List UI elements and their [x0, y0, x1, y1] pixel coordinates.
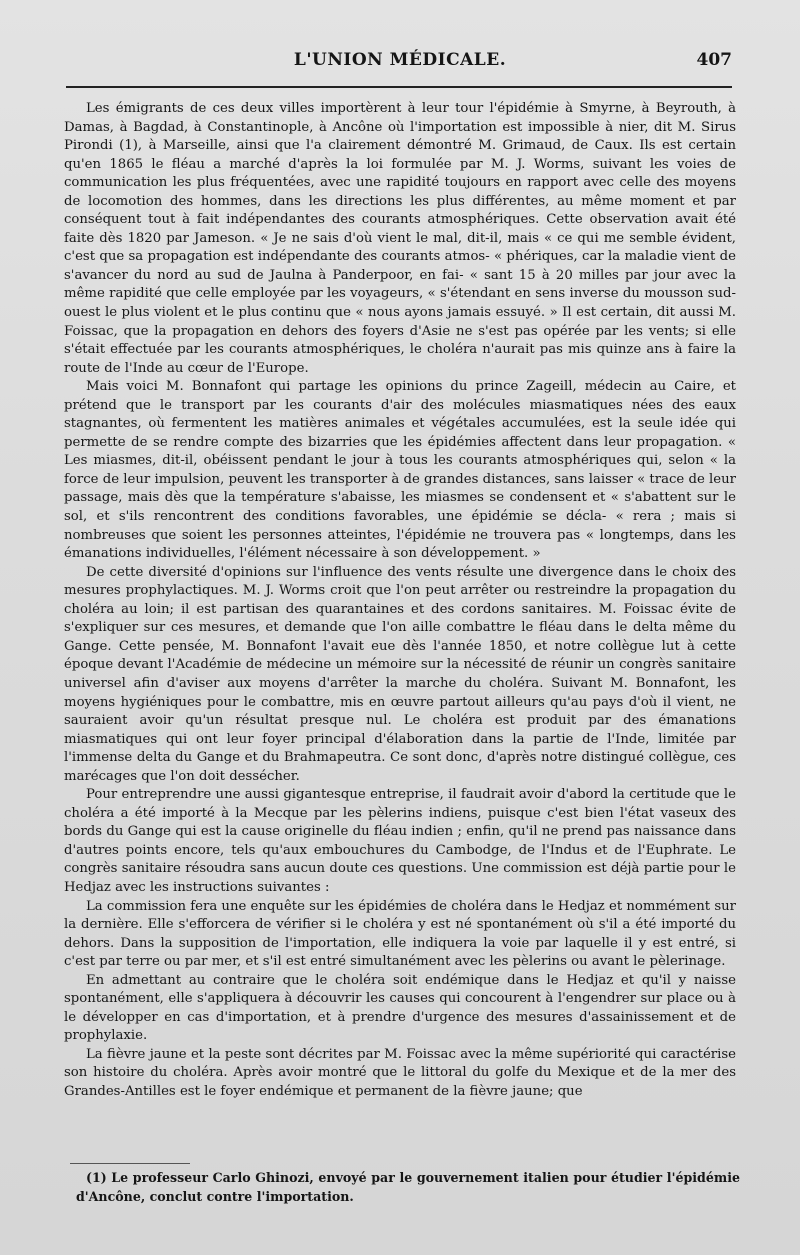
paragraph: En admettant au contraire que le choléra soit endémique dans le Hedjaz et qu'il y naisse spontanément, elle s'appliquera à découvrir les causes qui concourent à l'engendrer sur place ou à le développer en cas d'importation, et à prendre d'urgence des mesures d'assainissement et de prophylaxie.	[64, 972, 736, 1044]
footnote-rule	[70, 1163, 190, 1164]
paragraph: La commission fera une enquête sur les épidémies de choléra dans le Hedjaz et nommément sur la dernière. Elle s'efforcera de vérifier si le choléra y est né spontanément où s'il a été importé du dehors. Dans la supposition de l'importation, elle indiquera la voie par laquelle il y est entré, si c'est par terre ou par mer, et s'il est entré simultanément avec les pèlerins ou avant le pèlerinage.	[64, 898, 736, 970]
header-rule	[66, 86, 732, 88]
body-text	[64, 100, 736, 1102]
paragraph: De cette diversité d'opinions sur l'influence des vents résulte une divergence dans le choix des mesures prophylactiques. M. J. Worms croit que l'on peut arrêter ou restreindre la propagation du choléra au loin; il est partisan des quarantaines et des cordons sanitaires. M. Foissac évite de s'expliquer sur ces mesures, et demande que l'on aille combattre le fléau dans le delta même du Gange. Cette pensée, M. Bonnafont l'avait eue dès l'année 1850, et notre collègue lut à cette époque devant l'Académie de médecine un mémoire sur la nécessité de réunir un congrès sanitaire universel afin d'aviser aux moyens d'arrêter la marche du choléra. Suivant M. Bonnafont, les moyens hygiéniques pour le combattre, mis en œuvre partout ailleurs qu'au pays d'où il vient, ne sauraient avoir qu'un résultat presque nul. Le choléra est produit par des émanations miasmatiques qui ont leur foyer principal d'élaboration dans la partie de l'Inde, limitée par l'immense delta du Gange et du Brahmapeutra. Ce sont donc, d'après notre distingué collègue, ces marécages que l'on doit dessécher.	[64, 564, 736, 784]
page-header	[66, 50, 734, 80]
paragraph: Mais voici M. Bonnafont qui partage les opinions du prince Zageill, médecin au Caire, et prétend que le transport par les courants d'air des molécules miasmatiques nées des eaux stagnantes, où fermentent les matières animales et végétales accumulées, est la seule idée qui permette de se rendre compte des bizarries que les épidémies affectent dans leur propagation. « Les miasmes, dit-il, obéissent pendant le jour à tous les courants atmosphériques qui, selon « la force de leur impulsion, peuvent les transporter à de grandes distances, sans laisser « trace de leur passage, mais dès que la température s'abaisse, les miasmes se condensent et « s'abattent sur le sol, et s'ils rencontrent des conditions favorables, une épidémie se décla- « rera ; mais si nombreuses que soient les personnes atteintes, l'épidémie ne trouvera pas « longtemps, dans les émanations individuelles, l'élément nécessaire à son développement. »	[64, 379, 736, 562]
paragraph: Pour entreprendre une aussi gigantesque entreprise, il faudrait avoir d'abord la certitude que le choléra a été importé à la Mecque par les pèlerins indiens, puisque c'est bien l'état vaseux des bords du Gange qui est la cause originelle du fléau indien ; enfin, qu'il ne prend pas naissance dans d'autres points encore, tels qu'aux embouchures du Cambodge, de l'Indus et de l'Euphrate. Le congrès sanitaire résoudra sans aucun doute ces questions. Une commission est déjà partie pour le Hedjaz avec les instructions suivantes :	[64, 787, 736, 895]
paragraph: Les émigrants de ces deux villes importèrent à leur tour l'épidémie à Smyrne, à Beyrouth, à Damas, à Bagdad, à Constantinople, à Ancône où l'importation est impossible à nier, dit M. Sirus Pirondi (1), à Marseille, ainsi que l'a clairement démontré M. Grimaud, de Caux. Ils est certain qu'en 1865 le fléau a marché d'après la loi formulée par M. J. Worms, suivant les voies de communication les plus fréquentées, avec une rapidité toujours en rapport avec celle des moyens de locomotion des hommes, dans les directions les plus différentes, au même moment et par conséquent tout à fait indépendantes des courants atmosphériques. Cette observation avait été faite dès 1820 par Jameson. « Je ne sais d'où vient le mal, dit-il, mais « ce qui me semble évident, c'est que sa propagation est indépendante des courants atmos- « phériques, car la maladie vient de s'avancer du nord au sud de Jaulna à Panderpoor, en fai- « sant 15 à 20 milles par jour avec la même rapidité que celle employée par les voyageurs, « s'étendant en sens inverse du mousson sud-ouest le plus violent et le plus continu que « nous ayons jamais essuyé. » Il est certain, dit aussi M. Foissac, que la propagation en dehors des foyers d'Asie ne s'est pas opérée par les vents; si elle s'était effectuée par les courants atmosphériques, le choléra n'aurait pas mis quinze ans à faire la route de l'Inde au cœur de l'Europe.	[64, 101, 736, 376]
page-number: 407	[696, 50, 732, 70]
footnote: (1) Le professeur Carlo Ghinozi, envoyé par le gouvernement italien pour étudier l'épidémie d'Ancône, conclut contre l'importation.	[76, 1170, 740, 1204]
paragraph: La fièvre jaune et la peste sont décrites par M. Foissac avec la même supériorité qui caractérise son histoire du choléra. Après avoir montré que le littoral du golfe du Mexique et de la mer des Grandes-Antilles est le foyer endémique et permanent de la fièvre jaune; que	[64, 1046, 736, 1099]
running-title: L'UNION MÉDICALE.	[293, 50, 507, 70]
